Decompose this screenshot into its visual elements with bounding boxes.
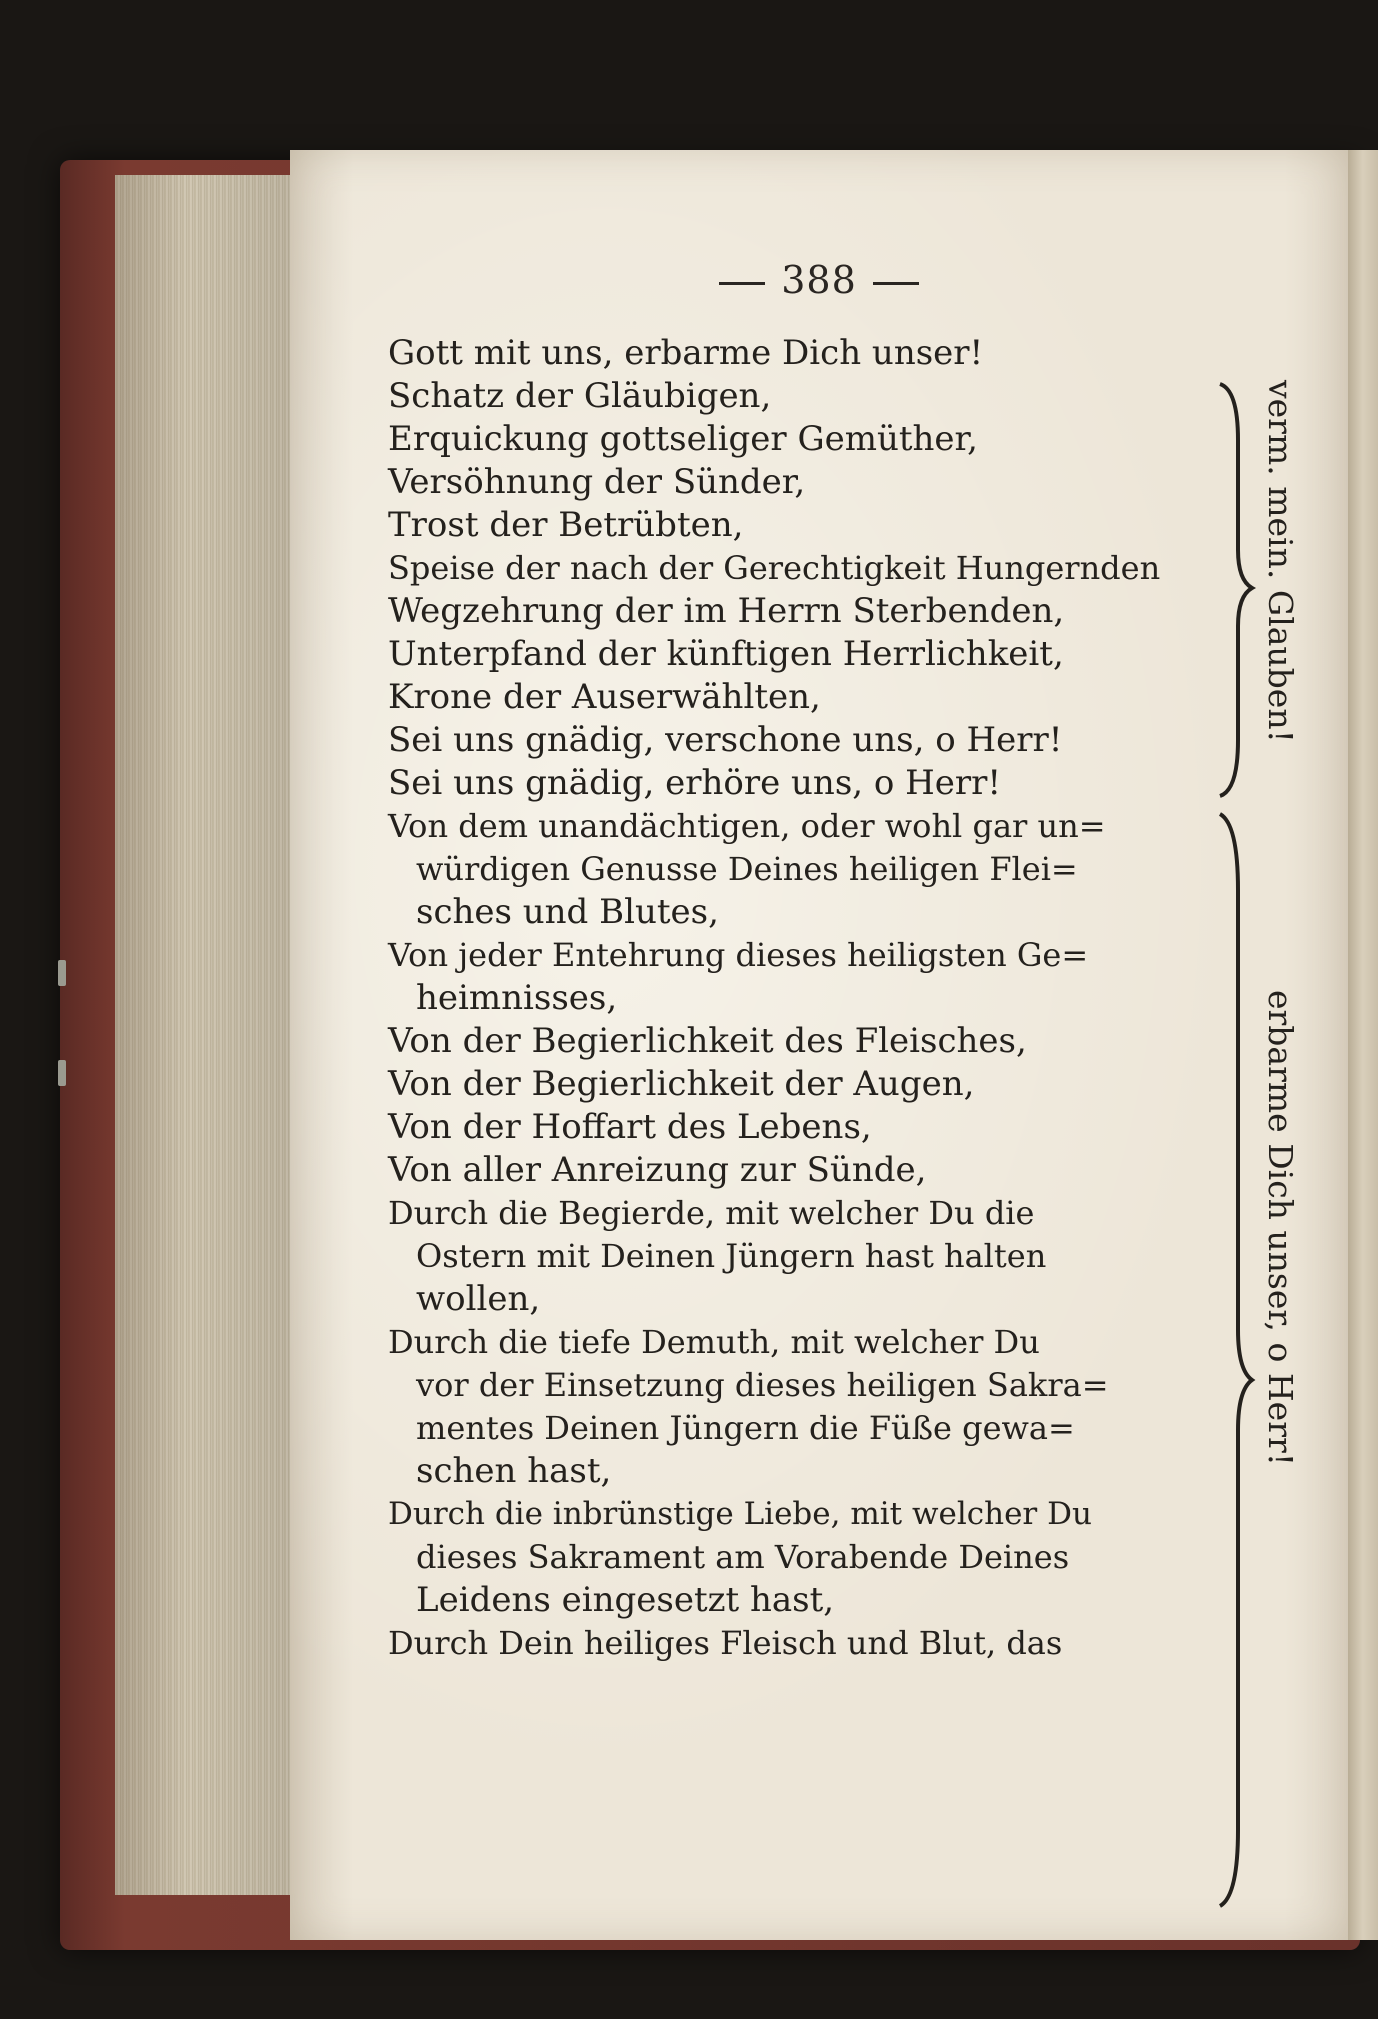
text-line: Von der Begierlichkeit des Fleisches, bbox=[388, 1021, 1027, 1061]
text-line: Durch die inbrünstige Liebe, mit welcher Du bbox=[388, 1496, 1092, 1532]
text-line: Unterpfand der künftigen Herrlichkeit, bbox=[388, 634, 1064, 674]
text-line: Versöhnung der Sünder, bbox=[388, 462, 806, 502]
text-line: Sei uns gnädig, erhöre uns, o Herr! bbox=[388, 763, 1002, 803]
text-line: Durch die tiefe Demuth, mit welcher Du bbox=[388, 1323, 1040, 1361]
text-line: heimnisses, bbox=[416, 978, 618, 1018]
clasp-top bbox=[58, 960, 66, 986]
page-number-text: 388 bbox=[781, 258, 857, 302]
page-edges bbox=[115, 175, 298, 1895]
brace-lower bbox=[1216, 810, 1256, 1910]
book-page bbox=[290, 150, 1348, 1940]
text-line: Durch die Begierde, mit welcher Du die bbox=[388, 1194, 1035, 1232]
text-line: Schatz der Gläubigen, bbox=[388, 376, 772, 416]
side-note-lower: erbarme Dich unser, o Herr! bbox=[1261, 990, 1300, 1467]
text-line: Von aller Anreizung zur Sünde, bbox=[388, 1150, 927, 1190]
text-line: schen hast, bbox=[416, 1451, 612, 1491]
text-line: Durch Dein heiliges Fleisch und Blut, das bbox=[388, 1624, 1063, 1662]
text-line: Von jeder Entehrung dieses heiligsten Ge= bbox=[388, 936, 1089, 974]
text-line: Erquickung gottseliger Gemüther, bbox=[388, 419, 978, 459]
text-line: Gott mit uns, erbarme Dich unser! bbox=[388, 333, 984, 373]
text-line: Wegzehrung der im Herrn Sterbenden, bbox=[388, 591, 1065, 631]
text-line: Speise der nach der Gerechtigkeit Hungernden bbox=[388, 549, 1161, 587]
side-note-upper: verm. mein. Glauben! bbox=[1261, 380, 1300, 743]
text-line: Von der Hoffart des Lebens, bbox=[388, 1107, 872, 1147]
text-line: vor der Einsetzung dieses heiligen Sakra= bbox=[416, 1366, 1109, 1404]
text-line: mentes Deinen Jüngern die Füße gewa= bbox=[416, 1409, 1075, 1447]
text-line: Von dem unandächtigen, oder wohl gar un= bbox=[388, 807, 1106, 845]
text-line: Trost der Betrübten, bbox=[388, 505, 744, 545]
text-line: Von der Begierlichkeit der Augen, bbox=[388, 1064, 975, 1104]
text-line: Krone der Auserwählten, bbox=[388, 677, 821, 717]
text-line: sches und Blutes, bbox=[416, 892, 719, 932]
brace-upper bbox=[1216, 380, 1256, 800]
text-line: Leidens eingesetzt hast, bbox=[416, 1580, 835, 1620]
clasp-bottom bbox=[58, 1060, 66, 1086]
litany-text bbox=[290, 150, 1348, 1940]
text-line: wollen, bbox=[416, 1279, 541, 1319]
text-line: dieses Sakrament am Vorabende Deines bbox=[416, 1538, 1070, 1576]
text-line: Sei uns gnädig, verschone uns, o Herr! bbox=[388, 720, 1063, 760]
text-line: würdigen Genusse Deines heiligen Flei= bbox=[416, 850, 1078, 888]
text-line: Ostern mit Deinen Jüngern hast halten bbox=[416, 1237, 1047, 1275]
